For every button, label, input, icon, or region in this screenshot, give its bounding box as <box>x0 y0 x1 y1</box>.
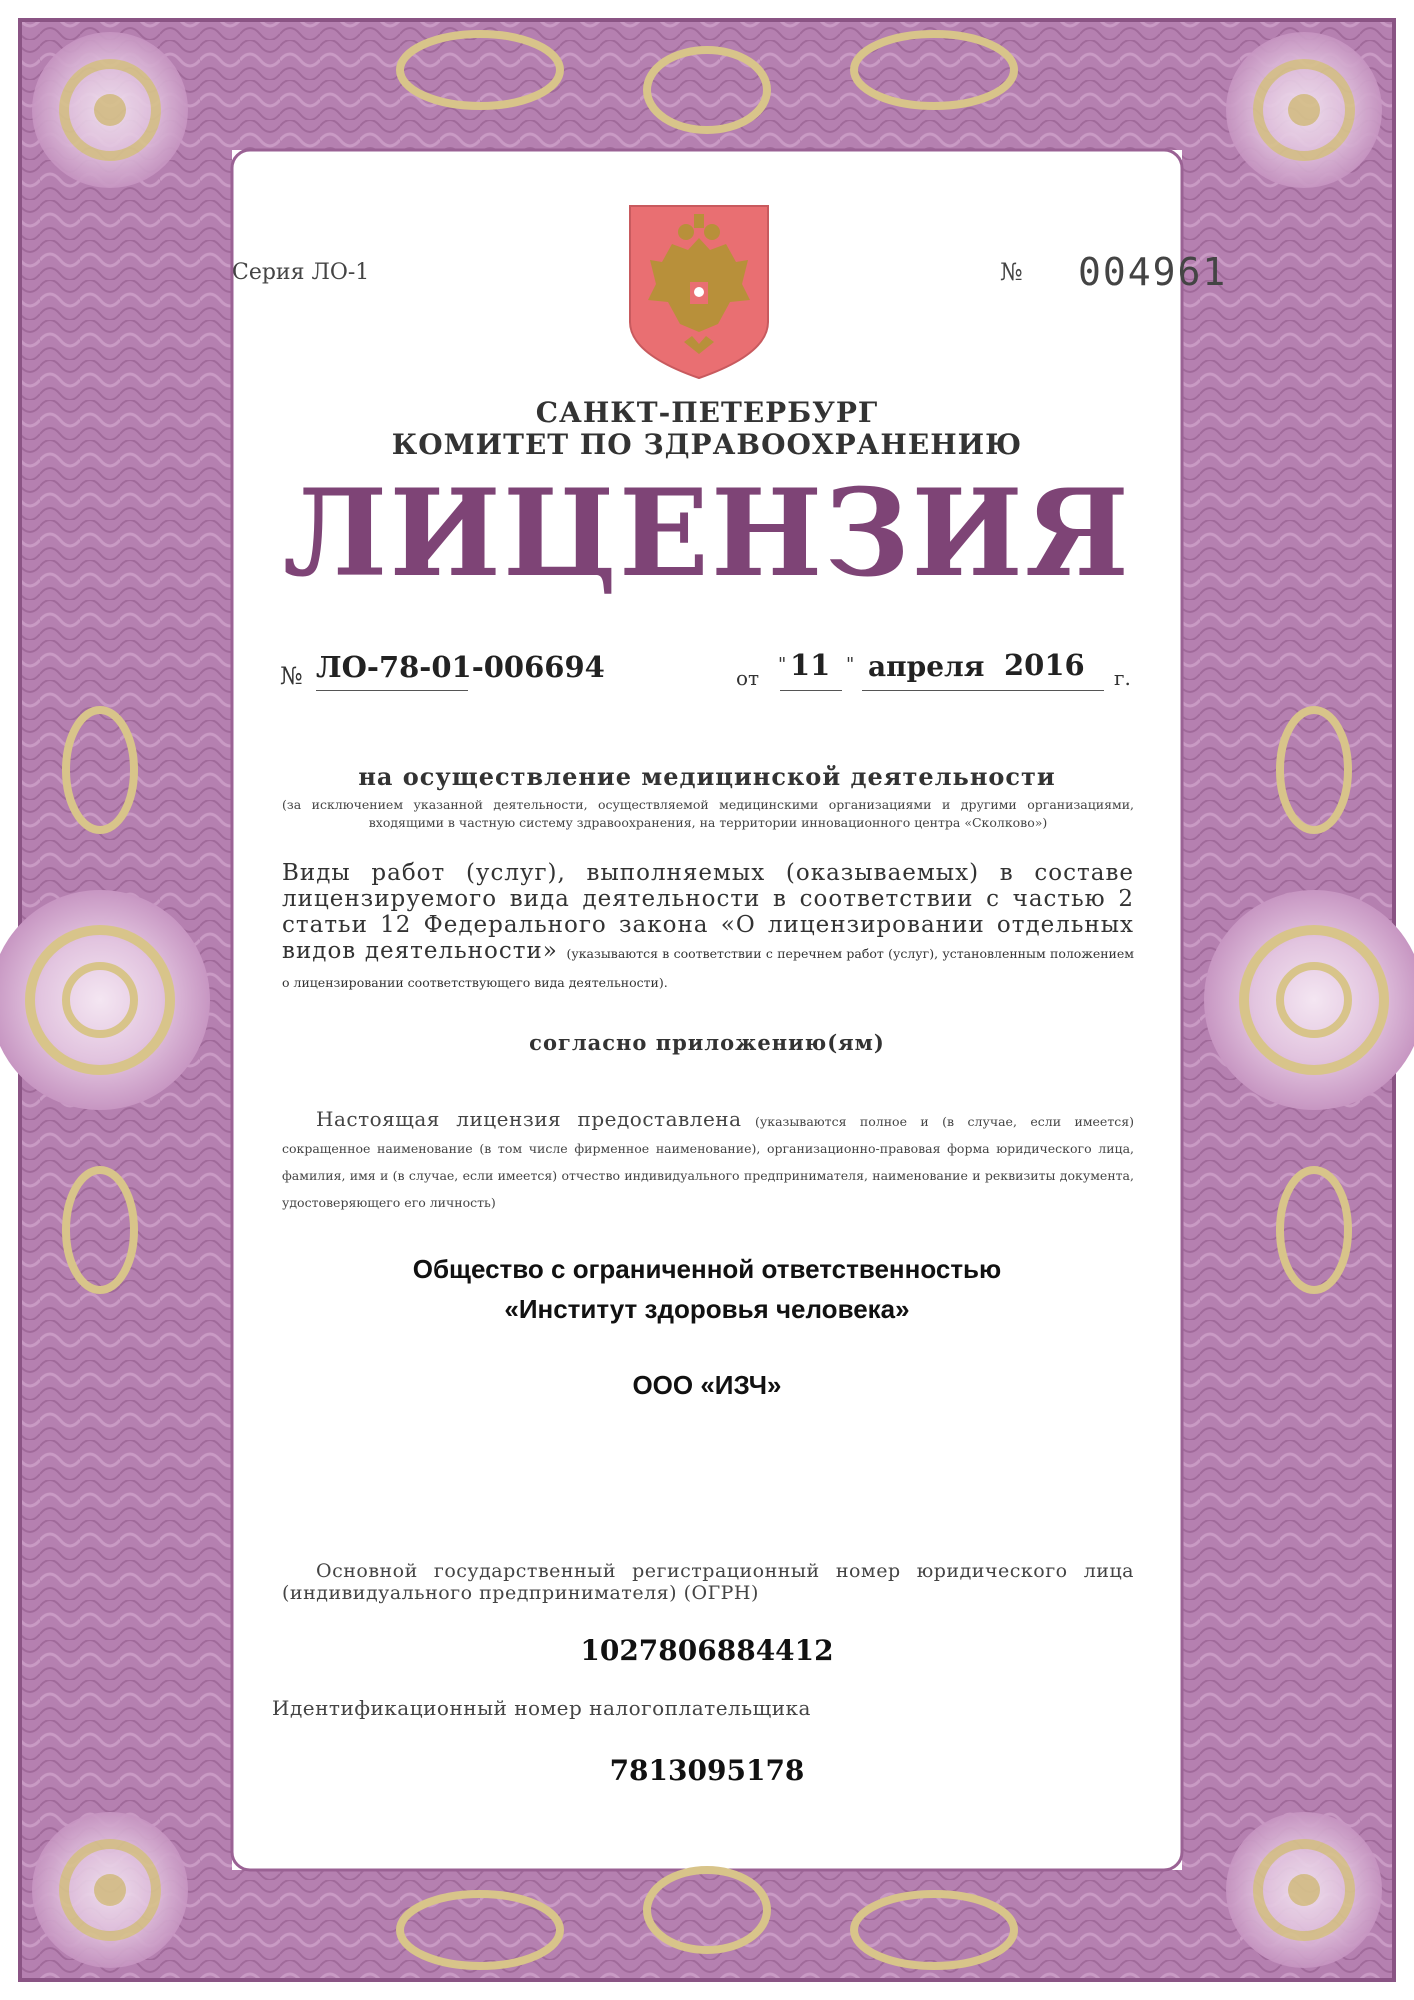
granted-note: (указываются полное и (в случае, если имеется) сокращенное наименование (в том числе фирменное наименование), организационно-правовая форма юридического лица, фамилия, имя и (в случае, если имеется) отчество индивидуального предпринимателя, наименование и реквизиты документа, удостоверяющего его личность) <box>282 1114 1135 1210</box>
date-quote-close: " <box>846 654 855 675</box>
inn-label: Идентификационный номер налогоплательщика <box>272 1696 811 1720</box>
corner-ornament-tl <box>32 32 188 188</box>
works-note: (указываются в соответствии с перечнем работ (услуг), установленным положением о лицензировании соответствующего вида деятельности). <box>282 946 1135 990</box>
date-year: 2016 <box>1004 648 1085 682</box>
city-heading: САНКТ-ПЕТЕРБУРГ <box>535 396 879 429</box>
license-number: ЛО-78-01-006694 <box>316 650 605 684</box>
corner-ornament-br <box>1226 1812 1382 1968</box>
organization-short-name: ООО «ИЗЧ» <box>632 1370 782 1400</box>
activity-heading: на осуществление медицинской деятельности <box>358 762 1056 791</box>
series-label: Серия ЛО-1 <box>232 260 370 285</box>
ogrn-label: Основной государственный регистрационный номер юридического лица (индивидуального предпринимателя) (ОГРН) <box>282 1560 1134 1604</box>
date-month: апреля <box>868 650 985 683</box>
date-month-underline <box>862 690 1104 691</box>
date-quote-open: " <box>778 654 787 675</box>
inn-value: 7813095178 <box>609 1754 805 1787</box>
granted-paragraph <box>282 1106 1134 1216</box>
license-number-underline <box>316 690 468 691</box>
coat-of-arms-icon <box>628 204 770 380</box>
organization-name-line2: «Институт здоровья человека» <box>504 1294 910 1324</box>
works-text: Виды работ (услуг), выполняемых (оказываемых) в составе лицензируемого вида деятельности в соответствии с частью 2 статьи 12 Федерального закона «О лицензировании отдельных видов деятельности» <box>282 860 1134 964</box>
page-title: ЛИЦЕНЗИЯ <box>283 461 1131 604</box>
date-day: 11 <box>790 648 831 682</box>
date-year-suffix: г. <box>1114 666 1131 690</box>
serial-number-sign: № <box>1000 258 1023 286</box>
ogrn-value: 1027806884412 <box>580 1634 834 1667</box>
granted-lead: Настоящая лицензия предоставлена <box>316 1107 742 1131</box>
annex-reference: согласно приложению(ям) <box>529 1030 885 1055</box>
license-number-sign: № <box>280 662 303 690</box>
corner-ornament-bl <box>32 1812 188 1968</box>
serial-number: 004961 <box>1078 250 1228 294</box>
works-paragraph <box>282 860 1134 996</box>
organization-name-line1: Общество с ограниченной ответственностью <box>412 1254 1002 1284</box>
date-from-label: от <box>736 666 760 690</box>
date-day-underline <box>780 690 842 691</box>
corner-ornament-tr <box>1226 32 1382 188</box>
activity-note: (за исключением указанной деятельности, осуществляемой медицинскими организациями и другими организациями, входящими в частную систему здравоохранения, на территории инновационного центра «Сколково») <box>282 797 1134 830</box>
committee-heading: КОМИТЕТ ПО ЗДРАВООХРАНЕНИЮ <box>391 428 1023 461</box>
